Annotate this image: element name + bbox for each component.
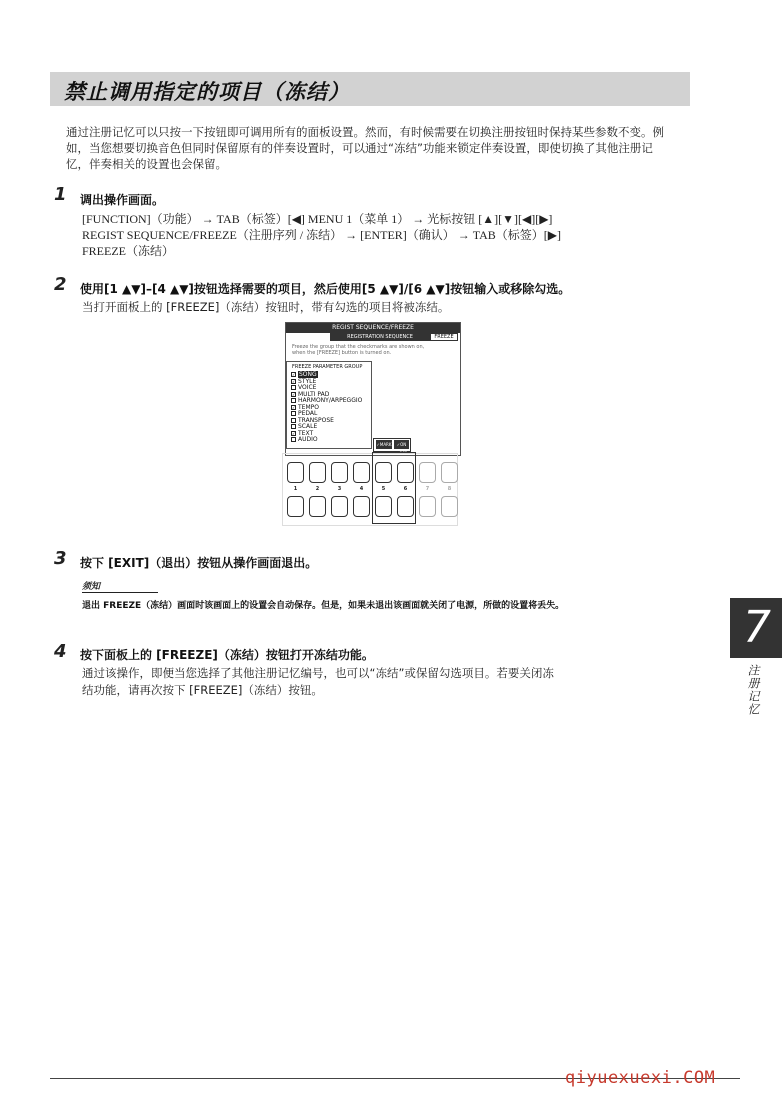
button-number-label: 1 bbox=[293, 486, 298, 492]
button-number-label: 6 bbox=[403, 486, 408, 492]
step-2-title: 使用[1 ▲▼]–[4 ▲▼]按钮选择需要的项目，然后使用[5 ▲▼]/[6 ▲▼]按钮输入或移除勾选。 bbox=[80, 282, 571, 296]
button-number-label: 7 bbox=[425, 486, 430, 492]
freeze-item-label: PEDAL bbox=[298, 410, 318, 417]
chapter-label: 注册记忆 bbox=[746, 664, 760, 716]
step-3-title: 按下 [EXIT]（退出）按钮从操作画面退出。 bbox=[80, 556, 318, 570]
checkbox-icon[interactable] bbox=[291, 385, 296, 390]
freeze-item-list bbox=[291, 372, 362, 444]
button-4-up[interactable] bbox=[353, 462, 370, 483]
button-6-down[interactable] bbox=[397, 496, 414, 517]
checkbox-icon[interactable] bbox=[291, 437, 296, 442]
note-label: 须知 bbox=[82, 582, 101, 592]
step-4-line-1: 通过该操作，即便当您选择了其他注册记忆编号，也可以“冻结”或保留勾选项目。若要关闭冻 bbox=[82, 666, 554, 680]
step-2-body: 当打开面板上的 [FREEZE]（冻结）按钮时，带有勾选的项目将被冻结。 bbox=[82, 300, 450, 314]
button-8-up[interactable] bbox=[441, 462, 458, 483]
checked-checkbox-icon[interactable]: ✓ bbox=[292, 391, 296, 397]
button-5-down[interactable] bbox=[375, 496, 392, 517]
step-4-title: 按下面板上的 [FREEZE]（冻结）按钮打开冻结功能。 bbox=[80, 648, 374, 662]
checkbox-icon[interactable] bbox=[291, 418, 296, 423]
note-text: 退出 FREEZE（冻结）画面时该画面上的设置会自动保存。但是，如果未退出该画面就关闭了电源，所做的设置将丢失。 bbox=[82, 601, 565, 611]
checkbox-icon[interactable] bbox=[291, 398, 296, 403]
freeze-group-title: FREEZE PARAMETER GROUP bbox=[292, 364, 363, 370]
checked-checkbox-icon[interactable]: ✓ bbox=[292, 378, 296, 384]
lcd-desc-line-2: when the [FREEZE] button is turned on. bbox=[292, 350, 392, 356]
freeze-item-label: VOICE bbox=[298, 384, 317, 391]
step-1-line-3: FREEZE（冻结） bbox=[82, 244, 174, 258]
step-1-body bbox=[82, 211, 561, 259]
page-title: 禁止调用指定的项目（冻结） bbox=[64, 80, 350, 104]
freeze-item-label: SCALE bbox=[298, 423, 318, 430]
button-5-up[interactable] bbox=[375, 462, 392, 483]
button-number-label: 8 bbox=[447, 486, 452, 492]
button-number-label: 3 bbox=[337, 486, 342, 492]
hardware-button-panel bbox=[283, 454, 457, 526]
lcd-tab-freeze[interactable]: FREEZE bbox=[430, 333, 458, 341]
freeze-item-label: AUDIO bbox=[298, 436, 318, 443]
button-number-label: 2 bbox=[315, 486, 320, 492]
step-4-line-2: 结功能，请再次按下 [FREEZE]（冻结）按钮。 bbox=[82, 683, 323, 697]
button-8-down[interactable] bbox=[441, 496, 458, 517]
lcd-description bbox=[292, 344, 452, 356]
button-1-up[interactable] bbox=[287, 462, 304, 483]
button-3-down[interactable] bbox=[331, 496, 348, 517]
note-divider bbox=[82, 592, 158, 593]
freeze-item-label: SONG bbox=[299, 371, 317, 378]
step-3-number: 3 bbox=[54, 548, 67, 569]
checkbox-icon[interactable] bbox=[291, 424, 296, 429]
step-1-line-1: [FUNCTION]（功能） → TAB（标签）[◀] MENU 1（菜单 1） → 光标按钮 [▲][▼][◀][▶] bbox=[82, 212, 553, 226]
step-1-line-2: REGIST SEQUENCE/FREEZE（注册序列 / 冻结） → [ENTER]（确认） → TAB（标签）[▶] bbox=[82, 228, 562, 242]
intro-paragraph: 通过注册记忆可以只按一下按钮即可调用所有的面板设置。然而，有时候需要在切换注册按钮时保持某些参数不变。例如，当您想要切换音色但同时保留原有的伴奏设置时，可以通过“冻结”功能来锁定伴奏设置，即使切换了其他注册记忆，伴奏相关的设置也会保留。 bbox=[66, 125, 664, 171]
freeze-item-label: STYLE bbox=[298, 377, 317, 385]
button-number-label: 4 bbox=[359, 486, 364, 492]
freeze-item-label: TEXT bbox=[298, 429, 314, 437]
footer-watermark: qiyuexuexi.COM bbox=[565, 1068, 716, 1088]
step-2-number: 2 bbox=[54, 274, 67, 295]
mark-button[interactable]: ✓MARK bbox=[376, 442, 392, 447]
button-2-down[interactable] bbox=[309, 496, 326, 517]
chapter-number: 7 bbox=[743, 602, 771, 653]
freeze-item-label: TRANSPOSE bbox=[298, 416, 334, 424]
button-3-up[interactable] bbox=[331, 462, 348, 483]
step-1-number: 1 bbox=[54, 184, 67, 205]
button-1-down[interactable] bbox=[287, 496, 304, 517]
freeze-item-label: MULTI PAD bbox=[298, 390, 330, 398]
mark-on-off-button[interactable]: ✓ON ✓OFF bbox=[395, 442, 408, 456]
checked-checkbox-icon[interactable]: ✓ bbox=[292, 430, 296, 436]
freeze-item-label: HARMONY/ARPEGGIO bbox=[298, 397, 363, 404]
button-6-up[interactable] bbox=[397, 462, 414, 483]
button-number-label: 5 bbox=[381, 486, 386, 492]
step-4-body bbox=[82, 665, 554, 699]
lcd-header: REGIST SEQUENCE/FREEZE bbox=[286, 323, 460, 333]
button-2-up[interactable] bbox=[309, 462, 326, 483]
step-4-number: 4 bbox=[54, 641, 67, 662]
lcd-tab-registration-sequence[interactable]: REGISTRATION SEQUENCE bbox=[330, 333, 430, 341]
button-7-down[interactable] bbox=[419, 496, 436, 517]
checkbox-icon[interactable] bbox=[291, 411, 296, 416]
checked-checkbox-icon[interactable]: ✓ bbox=[292, 372, 296, 377]
step-1-title: 调出操作画面。 bbox=[80, 193, 165, 207]
button-4-down[interactable] bbox=[353, 496, 370, 517]
lcd-desc-line-1: Freeze the group that the checkmarks are shown on, bbox=[292, 344, 425, 350]
freeze-item[interactable] bbox=[291, 437, 362, 444]
button-7-up[interactable] bbox=[419, 462, 436, 483]
checked-checkbox-icon[interactable]: ✓ bbox=[292, 404, 296, 410]
freeze-item-label: TEMPO bbox=[298, 403, 319, 411]
